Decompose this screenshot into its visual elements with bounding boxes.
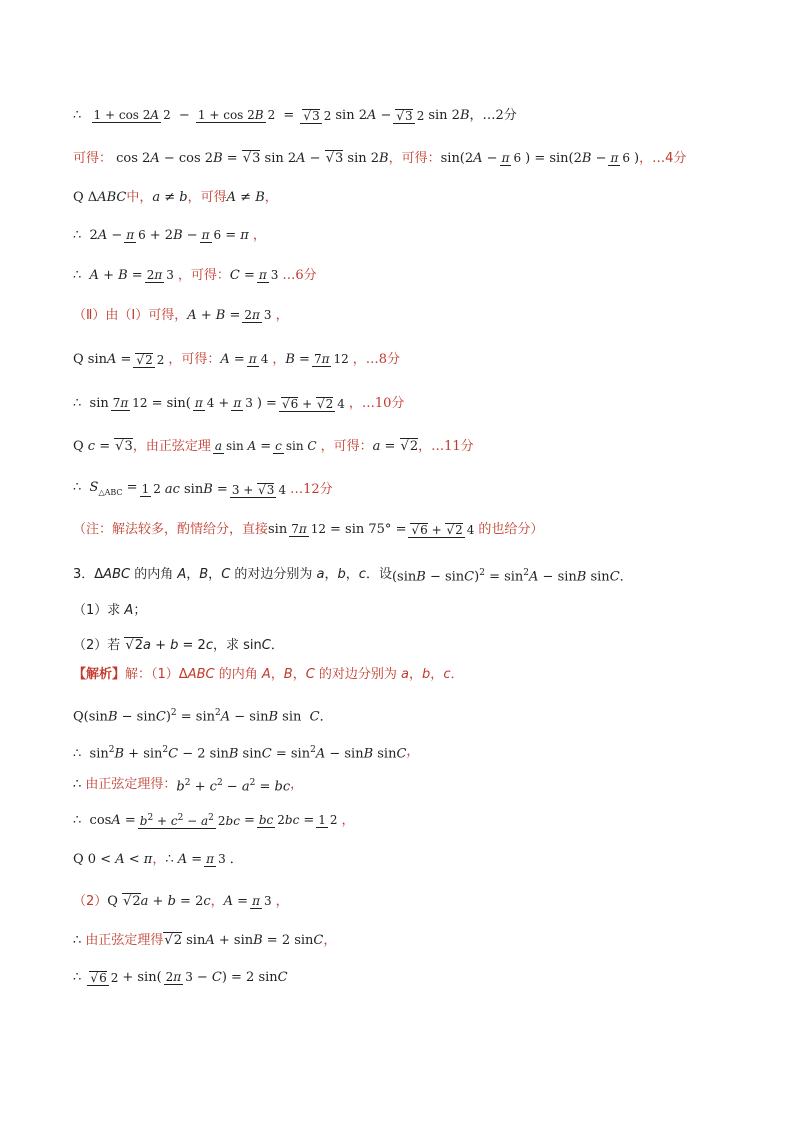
analysis-line-7: ∴ 由正弦定理得 √ 2 sinA + sinB = 2 sinC ，	[73, 932, 336, 949]
fraction: √ 3 2	[300, 109, 333, 124]
solution-line-3: Q ΔABC 中， a ≠ b ，可得 A ≠ B ，	[73, 190, 278, 205]
analysis-line-5: Q 0 < A < π ， ∴ A = π 3 ．	[73, 852, 243, 867]
solution-line-6: （Ⅱ）由（Ⅰ）可得， A + B = 2π 3 ，	[73, 308, 289, 323]
problem-3-statement: 3．ΔABC 的内角 A，B，C 的对边分别为 a，b，c．设 (sinB − sinC)2 = sin2A − sinB sinC．	[73, 567, 633, 585]
problem-3-part-2: （2）若 √ 2a + b = 2c，求 sinC．	[73, 637, 284, 654]
problem-3-part-1: （1）求 A；	[73, 603, 147, 618]
solution-line-1: ∴ 1 + cos 2A 2 − 1 + cos 2B 2 = √ 3 2 sin 2A − √ 3 2 sin 2B，…2分	[73, 108, 517, 124]
analysis-line-8: ∴ √ 6 2 + sin( 2π 3 − C) = 2 sinC	[73, 970, 288, 986]
analysis-heading: 【解析】 解：（1）ΔABC 的内角 A，B，C 的对边分别为 a，b，c．	[73, 667, 464, 682]
analysis-line-4: ∴ cosA = b2 + c2 − a2 2bc = bc 2bc = 1 2 ，	[73, 812, 355, 828]
solution-line-10: ∴ S△ABC = 1 2 ac sinB = 3 + √ 3 4 …12分	[73, 480, 333, 501]
fraction: √ 3 2	[393, 109, 426, 124]
analysis-line-1: Q(sinB − sinC)2 = sin2A − sinB sin C．	[73, 708, 333, 725]
solution-line-8: ∴ sin 7π 12 = sin( π 4 + π 3 ) = √ 6 + √ 2 4 ，…10分	[73, 396, 404, 412]
solution-line-2: 可得： cos 2A − cos 2B = √ 3 sin 2A − √ 3 sin 2B ，可得： sin(2A − π 6 ) = sin(2B − π 6 ) ，…4分	[73, 150, 686, 167]
solution-line-7: Q sinA = √ 2 2 ，可得： A = π 4 ， B = 7π 12 ，…8分	[73, 352, 400, 368]
solution-line-5: ∴ A + B = 2π 3 ，可得： C = π 3 …6分	[73, 268, 317, 283]
analysis-line-3: ∴ 由正弦定理得： b2 + c2 − a2 = bc ，	[73, 777, 304, 795]
fraction: 1 + cos 2B 2	[197, 108, 276, 122]
solution-note: （注：解法较多，酌情给分，直接 sin 7π 12 = sin 75° = √ 6 + √ 2 4 的也给分）	[73, 522, 543, 538]
analysis-line-6: （2） Q √ 2a + b = 2c ， A = π 3 ，	[73, 893, 289, 910]
solution-line-4: ∴ 2A − π 6 + 2B − π 6 = π ，	[73, 228, 266, 243]
solution-line-9: Q c = √ 3 ，由正弦定理 a sin A = c sin C ，可得： a = √ 2 ，…11分	[73, 438, 474, 455]
analysis-line-2: ∴ sin2B + sin2C − 2 sinB sinC = sin2A − sinB sinC ，	[73, 744, 420, 762]
fraction: 1 + cos 2A 2	[93, 108, 171, 122]
